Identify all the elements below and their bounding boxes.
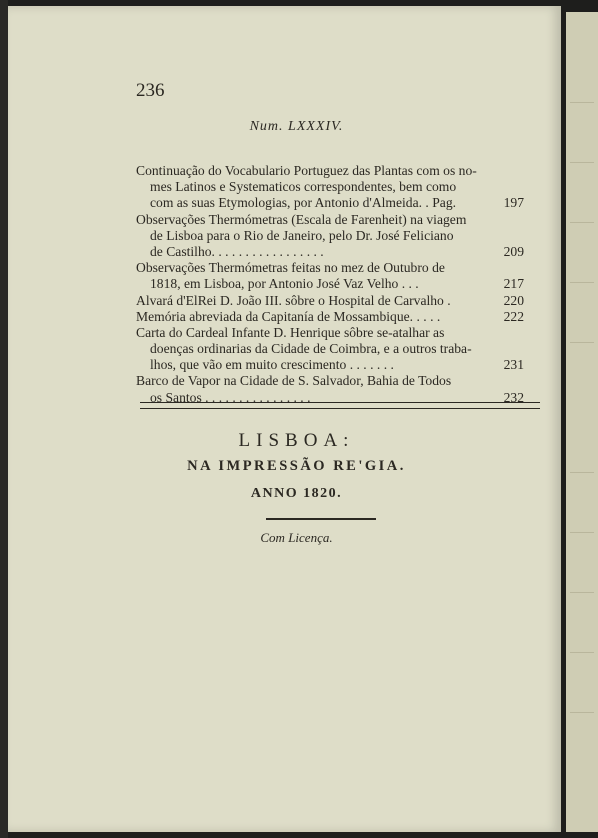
short-rule-divider [266,518,376,520]
toc-line: de Lisboa para o Rio de Janeiro, pelo Dr. José Feliciano [150,227,454,243]
table-of-contents [136,163,524,406]
toc-line: Memória abreviada da Capitanía de Mossambique. . . . . [136,308,441,324]
toc-line: Observações Thermómetras feitas no mez de Outubro de [136,260,445,276]
bleed-through-line [570,342,594,343]
toc-line: lhos, que vão em muito crescimento . . . . . . . [150,357,394,373]
bleed-through-line [570,162,594,163]
imprint-year: ANNO 1820. [250,486,343,501]
toc-line: mes Latinos e Systematicos correspondentes, bem como [150,179,457,195]
toc-page-number: 231 [503,357,524,373]
book-page [8,6,561,832]
toc-entry [136,293,524,309]
book-binding-edge [0,0,8,838]
toc-line: doenças ordinarias da Cidade de Coimbra, e a outros traba- [150,341,472,357]
section-title: Num. LXXXIV. [249,119,344,134]
toc-entry [136,260,524,292]
toc-line: Barco de Vapor na Cidade de S. Salvador, Bahia de Todos [136,373,452,389]
toc-page-number: 197 [503,195,524,211]
bleed-through-line [570,652,594,653]
toc-page-number: 222 [503,308,524,324]
toc-entry [136,373,524,405]
toc-page-number: 220 [503,292,524,308]
toc-page-number: 232 [503,389,524,405]
toc-line: 1818, em Lisboa, por Antonio José Vaz Velho . . . [150,276,419,292]
toc-entry [136,212,524,261]
toc-entry [136,325,524,374]
toc-page-number: 209 [503,243,524,259]
toc-line: com as suas Etymologias, por Antonio d'Almeida. . Pag. [150,195,457,211]
imprint-city: LISBOA: [238,430,355,451]
toc-line: Continuação do Vocabulario Portuguez das Plantas com os no- [136,163,477,178]
facing-page-edge [566,12,598,832]
toc-line: Observações Thermómetras (Escala de Farenheit) na viagem [136,211,467,227]
bleed-through-line [570,532,594,533]
page-number: 236 [136,80,165,101]
double-rule-divider [140,402,540,409]
toc-line: de Castilho. . . . . . . . . . . . . . . . . [150,243,324,259]
bleed-through-line [570,712,594,713]
toc-entry [136,309,524,325]
toc-line: Carta do Cardeal Infante D. Henrique sôbre se-atalhar as [136,324,445,340]
toc-line: os Santos . . . . . . . . . . . . . . . . [150,389,311,405]
bleed-through-line [570,472,594,473]
toc-line: Alvará d'ElRei D. João III. sôbre o Hospital de Carvalho . [136,292,451,308]
imprint-license: Com Licença. [260,530,333,545]
bleed-through-line [570,222,594,223]
bleed-through-line [570,102,594,103]
bleed-through-line [570,282,594,283]
bleed-through-line [570,592,594,593]
toc-entry [136,163,524,212]
imprint-press: NA IMPRESSÃO RE'GIA. [187,458,406,474]
toc-page-number: 217 [503,276,524,292]
